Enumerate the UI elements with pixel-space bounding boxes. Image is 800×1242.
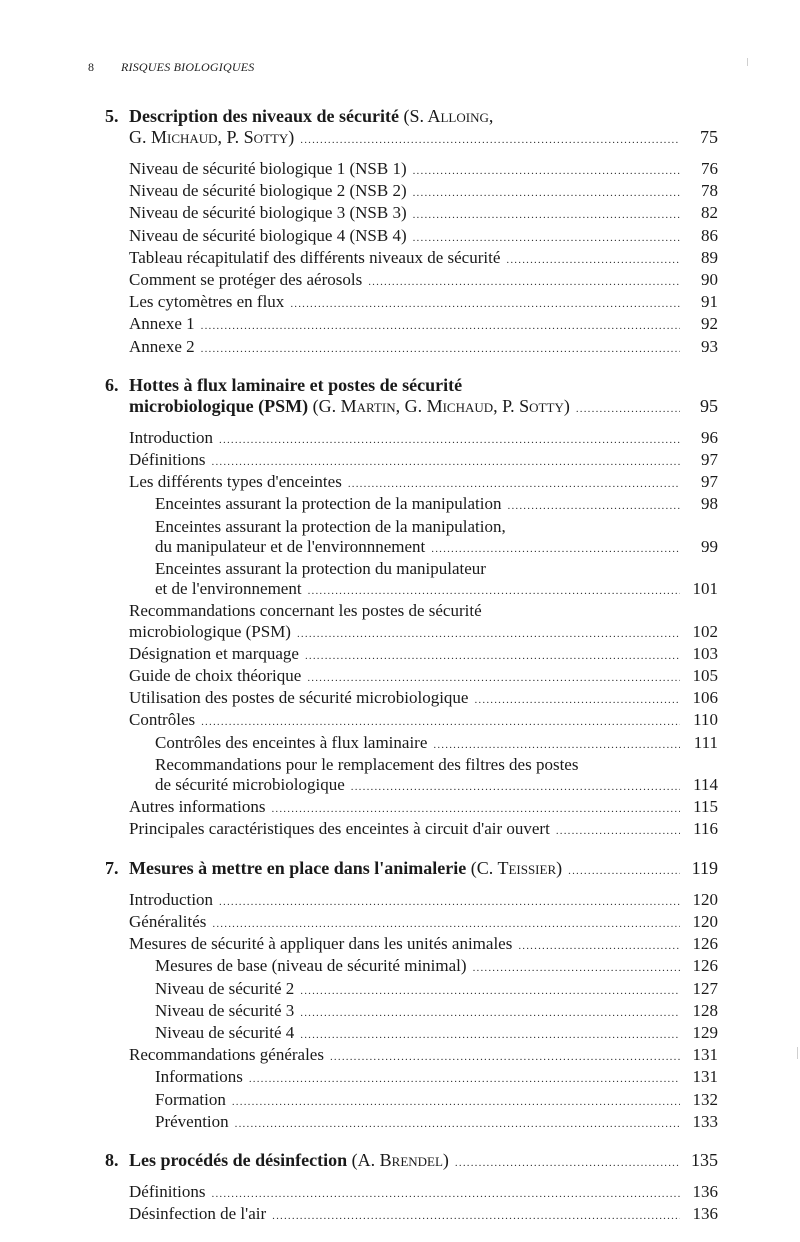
dot-leader	[506, 250, 680, 270]
entry-page: 103	[692, 643, 718, 663]
entry-page: 92	[701, 314, 718, 334]
entry-page: 133	[692, 1111, 718, 1131]
entry-text-line1: Enceintes assurant la protection du manipulateur	[155, 559, 486, 579]
entry-text: Niveau de sécurité 3	[155, 1000, 295, 1020]
entry-page: 115	[693, 797, 718, 817]
toc-subentry[interactable]	[129, 1090, 718, 1112]
chapter-heading	[105, 858, 718, 882]
entry-page: 111	[693, 732, 718, 752]
chapter-number: 6.	[105, 374, 119, 395]
dot-leader	[290, 294, 680, 314]
chapter-authors: (G. Martin, G. Michaud, P. Sotty)	[312, 395, 570, 416]
entry-text: Désinfection de l'air	[129, 1204, 267, 1224]
toc-entry[interactable]	[129, 644, 718, 666]
toc-entry[interactable]	[129, 1045, 718, 1067]
entry-text: Contrôles	[129, 710, 196, 730]
entry-text: Informations	[155, 1067, 243, 1087]
entry-page: 120	[692, 911, 718, 931]
dot-leader	[201, 339, 680, 359]
entry-text: Contrôles des enceintes à flux laminaire	[155, 732, 428, 752]
entry-page: 82	[701, 203, 718, 223]
entry-text: Principales caractéristiques des enceintes à circuit d'air ouvert	[129, 819, 550, 839]
chapter-authors: (A. Brendel)	[351, 1149, 449, 1170]
entry-page: 116	[693, 819, 718, 839]
toc-entry[interactable]	[129, 159, 718, 181]
entry-page: 98	[701, 494, 718, 514]
toc-subentry[interactable]	[129, 1001, 718, 1023]
entry-page: 127	[692, 978, 718, 998]
toc-subentry[interactable]	[129, 775, 718, 797]
entry-text: Recommandations générales	[129, 1045, 324, 1065]
dot-leader	[330, 1047, 680, 1067]
chapter-heading	[105, 1150, 718, 1174]
entry-text: Introduction	[129, 427, 214, 447]
toc-entry[interactable]	[129, 890, 718, 912]
entry-text: Niveau de sécurité 2	[155, 978, 295, 998]
chapter-page: 135	[691, 1149, 718, 1170]
toc-entry[interactable]	[129, 203, 718, 225]
toc-entry[interactable]	[129, 337, 718, 359]
entry-text: Autres informations	[129, 797, 266, 817]
book-title: RISQUES BIOLOGIQUES	[121, 60, 255, 74]
entry-text: Définitions	[129, 450, 206, 470]
dot-leader	[433, 735, 680, 755]
chapter-title: Les procédés de désinfection	[129, 1149, 348, 1170]
dot-leader	[308, 581, 680, 601]
toc-entry[interactable]	[129, 666, 718, 688]
entry-page: 96	[701, 427, 718, 447]
entry-text-line1: Recommandations pour le remplacement des filtres des postes	[155, 754, 579, 774]
chapter-number: 8.	[105, 1149, 119, 1170]
table-of-contents	[105, 106, 718, 1242]
chapter-7	[105, 858, 718, 1134]
chapter-page: 119	[691, 857, 718, 878]
entry-page: 120	[692, 889, 718, 909]
dot-leader	[219, 892, 680, 912]
entry-text: Les cytomètres en flux	[129, 292, 285, 312]
chapter-title: Hottes à flux laminaire et postes de sécurité	[129, 374, 463, 395]
entry-text: Niveau de sécurité biologique 4 (NSB 4)	[129, 225, 407, 245]
dot-leader	[201, 712, 680, 732]
entry-page: 101	[692, 579, 718, 599]
dot-leader	[201, 316, 680, 336]
entry-text: Utilisation des postes de sécurité microbiologique	[129, 688, 469, 708]
toc-subentry[interactable]	[129, 979, 718, 1001]
chapter-8	[105, 1150, 718, 1226]
entry-page: 131	[692, 1045, 718, 1065]
entry-text: Enceintes assurant la protection de la manipulation	[155, 494, 502, 514]
dot-leader	[249, 1069, 680, 1089]
entry-page: 102	[692, 621, 718, 641]
dot-leader	[568, 861, 680, 882]
entry-text: Les différents types d'enceintes	[129, 472, 342, 492]
entry-page: 110	[693, 710, 718, 730]
chapter-heading	[105, 106, 718, 151]
dot-leader	[307, 668, 680, 688]
entry-page: 128	[692, 1000, 718, 1020]
dot-leader	[576, 399, 680, 420]
chapter-page: 75	[700, 127, 718, 147]
chapter-number: 5.	[105, 106, 119, 126]
toc-subentry[interactable]	[129, 1112, 718, 1134]
toc-subentry[interactable]	[129, 1067, 718, 1089]
entry-page: 136	[692, 1181, 718, 1201]
dot-leader	[413, 205, 680, 225]
dot-leader	[413, 161, 680, 181]
chapter-title-cont: microbiologique (PSM)	[129, 395, 309, 416]
entry-text: Annexe 2	[129, 336, 195, 356]
entry-text: Niveau de sécurité biologique 2 (NSB 2)	[129, 181, 407, 201]
entry-page: 78	[701, 181, 718, 201]
dot-leader	[271, 799, 680, 819]
entry-text: Définitions	[129, 1181, 206, 1201]
dot-leader	[305, 646, 680, 666]
toc-entry[interactable]	[129, 450, 718, 472]
dot-leader	[368, 272, 680, 292]
entry-text: Niveau de sécurité 4	[155, 1022, 295, 1042]
chapter-authors: (S. Alloing,	[403, 106, 494, 126]
running-head	[88, 60, 254, 75]
entry-text: Généralités	[129, 911, 207, 931]
toc-subentry[interactable]	[129, 1023, 718, 1045]
dot-leader	[455, 1153, 680, 1174]
entry-page: 89	[701, 247, 718, 267]
entry-text: du manipulateur et de l'environnnement	[155, 536, 426, 556]
toc-subentry[interactable]	[129, 579, 718, 601]
toc-subentry[interactable]	[129, 537, 718, 559]
chapter-title: Mesures à mettre en place dans l'animalerie	[129, 857, 467, 878]
toc-entry[interactable]	[129, 314, 718, 336]
entry-page: 131	[692, 1067, 718, 1087]
entry-page: 132	[692, 1089, 718, 1109]
dot-leader	[297, 624, 680, 644]
chapter-title: Description des niveaux de sécurité	[129, 106, 399, 126]
page-number: 8	[88, 60, 94, 74]
dot-leader	[212, 1184, 681, 1204]
dot-leader	[413, 228, 680, 248]
entry-text: Guide de choix théorique	[129, 666, 302, 686]
dot-leader	[431, 539, 680, 559]
entry-page: 97	[701, 472, 718, 492]
toc-subentry[interactable]	[129, 494, 718, 516]
dot-leader	[300, 1003, 680, 1023]
entry-text: Annexe 1	[129, 314, 195, 334]
toc-entry[interactable]	[129, 797, 718, 819]
toc-entry[interactable]	[129, 270, 718, 292]
toc-entry[interactable]	[129, 1204, 718, 1226]
toc-entry[interactable]	[129, 1182, 718, 1204]
entry-text: Comment se protéger des aérosols	[129, 270, 363, 290]
chapter-number: 7.	[105, 857, 119, 878]
dot-leader	[473, 958, 680, 978]
entry-text: et de l'environnement	[155, 579, 302, 599]
dot-leader	[348, 474, 680, 494]
scan-mark	[747, 58, 748, 66]
toc-entry[interactable]	[129, 819, 718, 841]
chapter-authors: (C. Teissier)	[470, 857, 563, 878]
entry-text: Tableau récapitulatif des différents niveaux de sécurité	[129, 247, 501, 267]
entry-text: Prévention	[155, 1111, 229, 1131]
chapter-heading	[105, 375, 718, 420]
entry-page: 106	[692, 688, 718, 708]
toc-entry[interactable]	[129, 292, 718, 314]
chapter-6	[105, 375, 718, 842]
chapter-authors-cont: G. Michaud, P. Sotty)	[129, 127, 295, 147]
entry-page: 91	[701, 292, 718, 312]
scan-mark	[797, 1047, 798, 1059]
chapter-page: 95	[700, 395, 718, 416]
entry-text: microbiologique (PSM)	[129, 621, 291, 641]
dot-leader	[300, 130, 680, 151]
dot-leader	[508, 496, 681, 516]
entry-text: Mesures de sécurité à appliquer dans les unités animales	[129, 934, 513, 954]
dot-leader	[300, 981, 680, 1001]
dot-leader	[518, 936, 680, 956]
entry-text: Mesures de base (niveau de sécurité minimal)	[155, 956, 467, 976]
entry-page: 129	[692, 1022, 718, 1042]
entry-page: 114	[693, 775, 718, 795]
entry-page: 86	[701, 225, 718, 245]
entry-text-line1: Enceintes assurant la protection de la manipulation,	[155, 516, 506, 536]
toc-entry[interactable]	[129, 912, 718, 934]
toc-entry[interactable]	[129, 934, 718, 956]
entry-text: Niveau de sécurité biologique 1 (NSB 1)	[129, 159, 407, 178]
toc-entry[interactable]	[129, 472, 718, 494]
dot-leader	[556, 821, 680, 841]
entry-text: Formation	[155, 1089, 226, 1109]
dot-leader	[235, 1114, 680, 1134]
toc-entry[interactable]	[129, 688, 718, 710]
entry-page: 99	[701, 536, 718, 556]
toc-entry[interactable]	[129, 622, 718, 644]
entry-page: 97	[701, 450, 718, 470]
toc-subentry[interactable]	[129, 733, 718, 755]
dot-leader	[219, 430, 680, 450]
dot-leader	[212, 914, 680, 934]
dot-leader	[351, 777, 680, 797]
chapter-5	[105, 106, 718, 359]
dot-leader	[474, 690, 680, 710]
toc-entry[interactable]	[129, 710, 718, 732]
entry-text: Introduction	[129, 889, 214, 909]
toc-entry[interactable]	[129, 226, 718, 248]
entry-page: 136	[692, 1204, 718, 1224]
entry-text-line1: Recommandations concernant les postes de sécurité	[129, 601, 482, 621]
dot-leader	[212, 452, 681, 472]
toc-entry[interactable]	[129, 428, 718, 450]
entry-text: de sécurité microbiologique	[155, 775, 345, 795]
toc-entry[interactable]	[129, 181, 718, 203]
entry-page: 105	[692, 666, 718, 686]
dot-leader	[272, 1206, 680, 1226]
toc-entry[interactable]	[129, 248, 718, 270]
entry-text: Niveau de sécurité biologique 3 (NSB 3)	[129, 203, 407, 223]
entry-text: Désignation et marquage	[129, 643, 299, 663]
entry-page: 93	[701, 336, 718, 356]
entry-page: 126	[692, 934, 718, 954]
entry-page: 90	[701, 270, 718, 290]
entry-page: 76	[701, 159, 718, 178]
dot-leader	[300, 1025, 680, 1045]
dot-leader	[413, 183, 680, 203]
toc-subentry[interactable]	[129, 956, 718, 978]
entry-page: 126	[692, 956, 718, 976]
dot-leader	[232, 1092, 680, 1112]
